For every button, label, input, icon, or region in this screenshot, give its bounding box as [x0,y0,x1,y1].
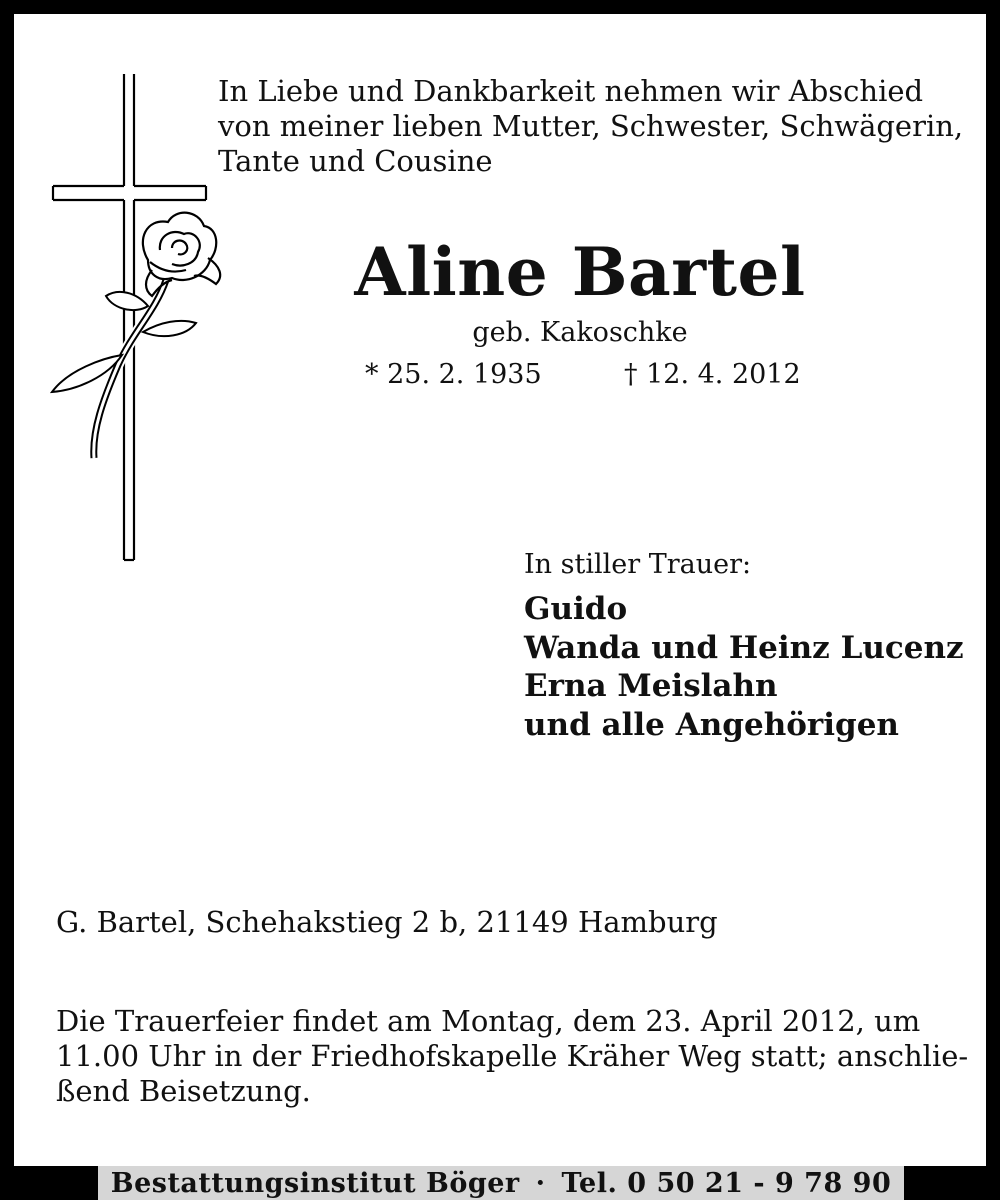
ceremony-line: ßend Beisetzung. [56,1074,311,1108]
funeral-home-name: Bestattungsinstitut Böger [110,1167,520,1199]
intro-line: Tante und Cousine [218,144,493,178]
intro-line: von meiner lieben Mutter, Schwester, Schwägerin, [218,109,964,143]
funeral-home-footer [98,1166,904,1200]
ceremony-line: Die Trauerfeier findet am Montag, dem 23. April 2012, um [56,1004,921,1038]
death-date: † 12. 4. 2012 [624,359,801,390]
mourners-list [524,590,964,744]
footer-separator: · [535,1167,546,1199]
contact-address: G. Bartel, Schehakstieg 2 b, 21149 Hamburg [56,905,718,939]
mourner-item: Erna Meislahn [524,668,778,704]
maiden-name: geb. Kakoschke [472,317,688,348]
mourner-item: Wanda und Heinz Lucenz [524,629,964,666]
ceremony-line: 11.00 Uhr in der Friedhofskapelle Kräher Weg statt; anschlie- [56,1039,969,1073]
mourning-label: In stiller Trauer: [524,549,752,580]
cross-with-rose-icon [48,70,228,570]
deceased-name: Aline Bartel [354,233,806,311]
intro-line: In Liebe und Dankbarkeit nehmen wir Abschied [218,74,924,108]
intro-text [218,74,964,179]
mourner-item: und alle Angehörigen [524,706,899,743]
mourner-item: Guido [524,591,628,627]
ceremony-text [56,1004,969,1109]
birth-date: * 25. 2. 1935 [365,359,542,390]
funeral-home-phone: Tel. 0 50 21 - 9 78 90 [561,1167,892,1199]
